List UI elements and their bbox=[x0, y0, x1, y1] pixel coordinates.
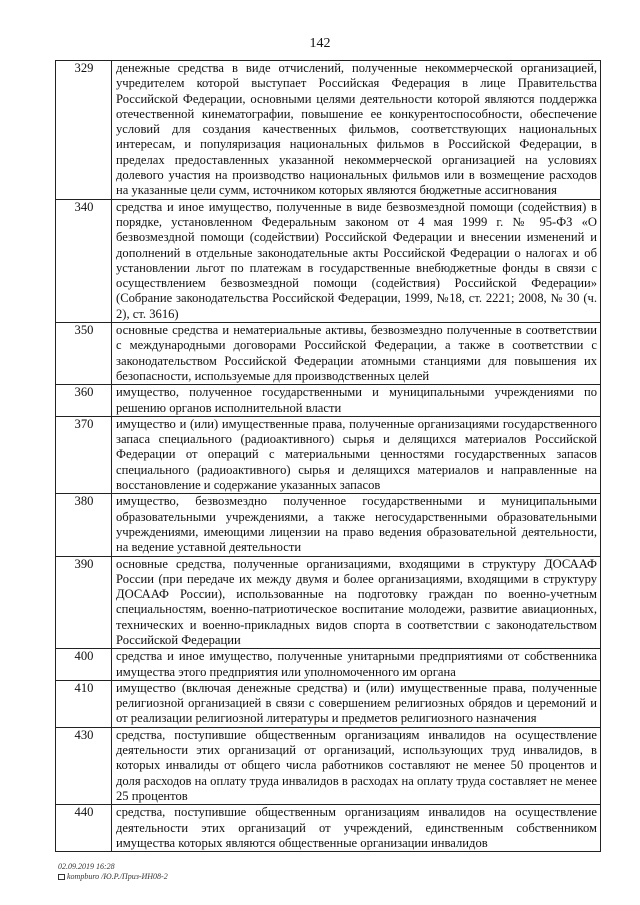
row-code: 410 bbox=[56, 680, 112, 727]
row-code: 329 bbox=[56, 61, 112, 200]
table-row bbox=[56, 805, 601, 852]
row-description: основные средства, полученные организациями, входящими в структуру ДОСААФ России (при передаче их между двумя и более организациями, входящими в структуру ДОСААФ России), использованные на подготовку граждан по военно-учетным специальностям, военно-патриотическое воспитание молодежи, развитие авиационных, технических и военно-прикладных видов спорта в соответствии с законодательством Российской Федерации bbox=[112, 556, 601, 649]
row-description: средства и иное имущество, полученные в виде безвозмездной помощи (содействия) в порядке, установленном Федеральным законом от 4 мая 1999 г. № 95-ФЗ «О безвозмездной помощи (содействии) Российской Федерации и внесении изменений и дополнений в отдельные законодательные акты Российской Федерации о налогах и об установлении льгот по платежам в государственные внебюджетные фонды в связи с осуществлением безвозмездной помощи (содействия) Российской Федерации» (Собрание законодательства Российской Федерации, 1999, №18, ст. 2221; 2008, № 30 (ч. 2), ст. 3616) bbox=[112, 199, 601, 322]
table-row bbox=[56, 649, 601, 681]
footer-timestamp: 02.09.2019 16:28 bbox=[58, 862, 115, 871]
row-code: 340 bbox=[56, 199, 112, 322]
row-description: имущество и (или) имущественные права, полученные организациями государственного запаса специального (радиоактивного) сырья и делящихся материалов Российской Федерации от операций с материальными ценностями государственных запасов специального (радиоактивного) сырья и делящихся материалов и направленные на восстановление и содержание указанных запасов bbox=[112, 416, 601, 493]
row-description: имущество, полученное государственными и муниципальными учреждениями по решению органов исполнительной власти bbox=[112, 385, 601, 417]
table-row bbox=[56, 727, 601, 804]
table-row bbox=[56, 385, 601, 417]
row-code: 400 bbox=[56, 649, 112, 681]
row-code: 430 bbox=[56, 727, 112, 804]
row-description: денежные средства в виде отчислений, полученные некоммерческой организацией, учредителем которой выступает Российская Федерация в лице Правительства Российской Федерации, основными целями деятельности которой являются поддержка отечественной кинематографии, повышение ее конкурентоспособности, обеспечение условий для создания качественных фильмов, соответствующих национальных интересам, и популяризация национальных фильмов в Российской Федерации, в пределах предоставленных указанной некоммерческой организацией на условиях долевого участия на производство национальных фильмов или в возмещение расходов на указанные цели сумм, источником которых являются бюджетные ассигнования bbox=[112, 61, 601, 200]
codes-table-body bbox=[56, 61, 601, 852]
footer-source: kompburo /Ю.Р./Приз-ИН08-2 bbox=[67, 872, 168, 881]
row-code: 350 bbox=[56, 323, 112, 385]
document-icon bbox=[58, 874, 65, 880]
page-number: 142 bbox=[309, 36, 331, 51]
table-row bbox=[56, 61, 601, 200]
table-row bbox=[56, 556, 601, 649]
table-row bbox=[56, 323, 601, 385]
row-code: 370 bbox=[56, 416, 112, 493]
row-description: средства, поступившие общественным организациям инвалидов на осуществление деятельности этих организаций от организаций, использующих труд инвалидов, в которых инвалиды от общего числа работников составляют не менее 50 процентов и доля расходов на оплату труда инвалидов в расходах на оплату труда составляет не менее 25 процентов bbox=[112, 727, 601, 804]
row-code: 390 bbox=[56, 556, 112, 649]
row-description: средства и иное имущество, полученные унитарными предприятиями от собственника имущества этого предприятия или уполномоченного им органа bbox=[112, 649, 601, 681]
table-row bbox=[56, 199, 601, 322]
table-row bbox=[56, 680, 601, 727]
row-code: 360 bbox=[56, 385, 112, 417]
row-code: 380 bbox=[56, 494, 112, 556]
row-description: имущество (включая денежные средства) и (или) имущественные права, полученные религиозной организацией в связи с совершением религиозных обрядов и церемоний и от реализации религиозной литературы и предметов религиозного назначения bbox=[112, 680, 601, 727]
row-code: 440 bbox=[56, 805, 112, 852]
table-row bbox=[56, 416, 601, 493]
footer-source-line bbox=[58, 872, 168, 882]
codes-table bbox=[55, 60, 601, 852]
footer bbox=[58, 862, 168, 882]
table-row bbox=[56, 494, 601, 556]
row-description: средства, поступившие общественным организациям инвалидов на осуществление деятельности этих организаций от учреждений, единственным собственником имущества которых являются общественные организации инвалидов bbox=[112, 805, 601, 852]
row-description: имущество, безвозмездно полученное государственными и муниципальными образовательными учреждениями, а также негосударственными образовательными учреждениями, имеющими лицензии на право ведения образовательной деятельности, на ведение уставной деятельности bbox=[112, 494, 601, 556]
row-description: основные средства и нематериальные активы, безвозмездно полученные в соответствии с международными договорами Российской Федерации, а также в соответствии с законодательством Российской Федерации атомными станциями для повышения их безопасности, используемые для производственных целей bbox=[112, 323, 601, 385]
